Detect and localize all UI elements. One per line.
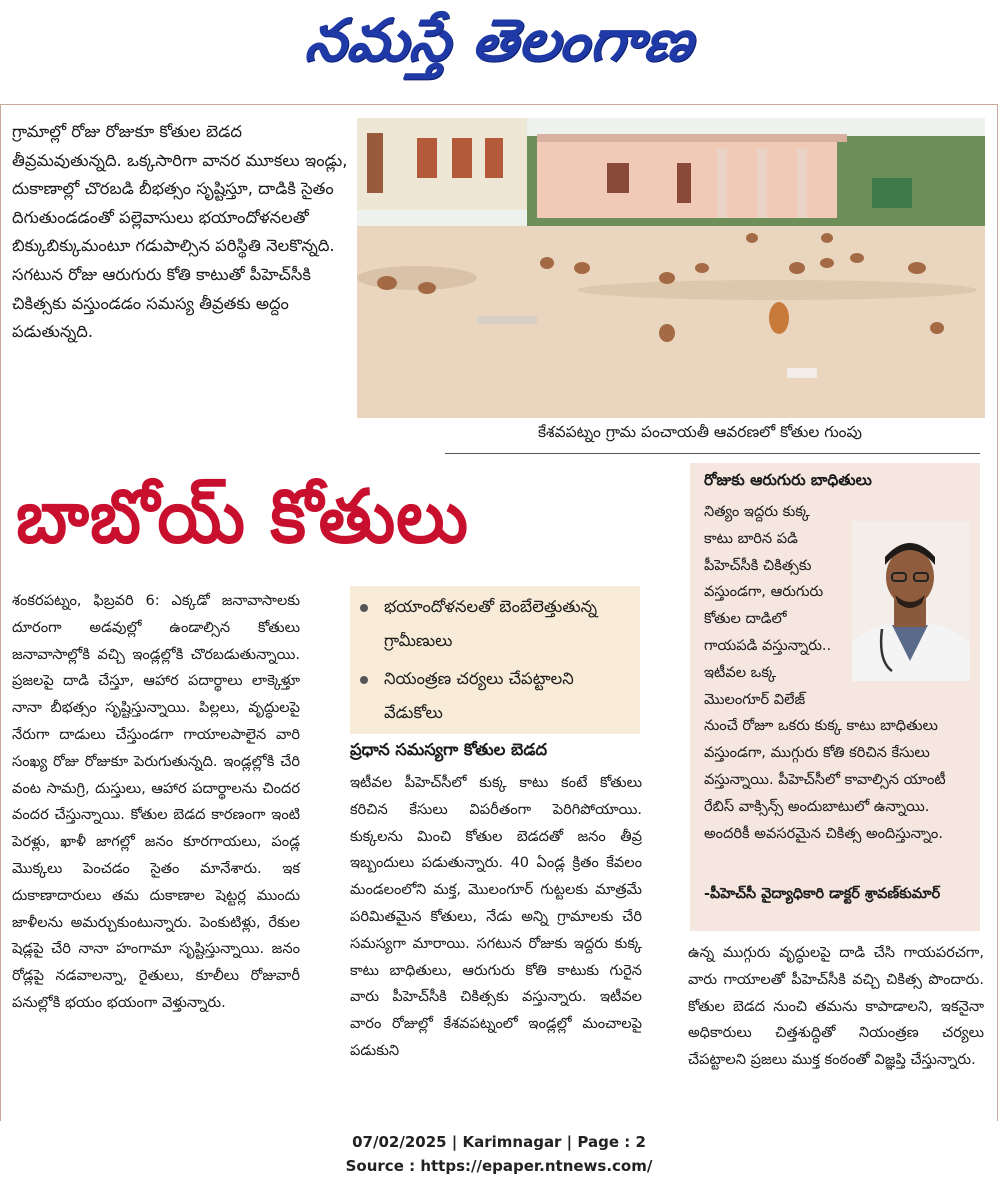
footer <box>0 1130 998 1178</box>
photo-caption: కేశవపట్నం గ్రామ పంచాయతీ ఆవరణలో కోతుల గుంపు <box>537 423 863 441</box>
headline: బాబోయ్ కోతులు <box>16 474 469 560</box>
highlights-box <box>350 586 640 734</box>
bullet-icon <box>360 676 368 684</box>
sidebar-attribution: -పీహెచ్‌సీ వైద్యాధికారి డాక్టర్ శ్రావణ్‌కుమార్ <box>704 886 941 902</box>
monkeys-photo-illustration <box>357 118 985 418</box>
newspaper-title: నమస్తే తెలంగాణ <box>302 6 698 74</box>
masthead <box>0 0 998 96</box>
monkeys-photo <box>357 118 985 418</box>
highlight-item <box>360 662 632 730</box>
highlight-text: నియంత్రణ చర్యలు చేపట్టాలని వేడుకోలు <box>384 669 574 722</box>
bullet-icon <box>360 604 368 612</box>
sidebar-body: నిత్యం ఇద్దరు కుక్క కాటు బారిన పడి పీహెచ్‌సీకి చికిత్సకు వస్తుండగా, ఆరుగురు కోతుల దాడిలో గాయపడి వస్తున్నారు.. ఇటీవల ఒక్క మొలంగూర్ విలేజ్ నుంచే రోజూ ఒకరు కుక్క కాటు బాధితులు వస్తుండగా, ముగ్గురు కోతి కరిచిన కేసులు వస్తున్నాయి. పీహెచ్‌సీలో కావాల్సిన యాంటీ రేబిస్ వాక్సిన్స్ అందుబాటులో ఉన్నాయి. అందరికీ అవసరమైన చికిత్స అందిస్తున్నాం. <box>704 499 968 847</box>
portrait-spacer <box>840 499 968 689</box>
sidebar-heading: రోజుకు ఆరుగురు బాధితులు <box>704 471 872 489</box>
highlight-text: భయాందోళనలతో బెంబేలెత్తుతున్న గ్రామీణులు <box>384 597 598 650</box>
highlight-item <box>360 590 632 658</box>
right-column-text: ఉన్న ముగ్గురు వృద్ధులపై దాడి చేసి గాయపరచగా, వారు గాయాలతో పీహెచ్‌సీకి వచ్చి చికిత్స పొందారు. కోతుల బెడద నుంచి తమను కాపాడాలని, ఇకనైనా అధికారులు చిత్తశుద్ధితో నియంత్రణ చర్యలు చేపట్టాలని ప్రజలు ముక్త కంఠంతో విజ్ఞప్తి చేస్తున్నారు. <box>688 944 984 1069</box>
subheading: ప్రధాన సమస్యగా కోతుల బెడద <box>350 740 548 759</box>
caption-divider <box>445 453 980 454</box>
left-column-text: శంకరపట్నం, ఫిబ్రవరి 6: ఎక్కడో జనావాసాలకు దూరంగా అడవుల్లో ఉండాల్సిన కోతులు జనావాసాల్లోకి వచ్చి ఇండ్లల్లోకి చొరబడుతున్నాయి. ప్రజలపై దాడి చేస్తూ, ఆహార పదార్థాలు లాక్కెళ్తూ నానా బీభత్సం సృష్టిస్తున్నాయి. పిల్లలు, వృద్ధులపై నేరుగా దాడులు చేస్తుండగా గాయాలపాలైన వారి సంఖ్య రోజు రోజుకూ పెరుగుతున్నది. ఇండ్లల్లోకి చేరి వంట సామగ్రి, దుస్తులు, ఆహార పదార్థాలను చిందర వందర చేస్తున్నాయి. కోతుల బెడద కారణంగా ఇంటి పెరళ్లు, ఖాళీ జాగల్లో జనం కూరగాయలు, పండ్ల మొక్కలు పెంచడం సైతం మానేశారు. ఇక దుకాణాదారులు తమ దుకాణాల షెట్టర్ల ముందు జాళీలను అమర్చుకుంటున్నారు. పెంకుటిళ్లు, రేకుల షెడ్లపై చేరి నానా హంగామా సృష్టిస్తున్నాయి. జనం రోడ్లపై నడవాలన్నా, రైతులు, కూలీలు రోజువారీ పనుల్లోకి భయం భయంగా వెళ్తున్నారు. <box>12 592 300 1011</box>
sidebar-box <box>690 463 980 931</box>
middle-column-text: ఇటీవల పీహెచ్‌సీలో కుక్క కాటు కంటే కోతులు కరిచిన కేసులు విపరీతంగా పెరిగిపోయాయి. కుక్కలను మించి కోతుల బెడదతో జనం తీవ్ర ఇబ్బందులు పడుతున్నారు. 40 ఏండ్ల క్రితం కేవలం మండలంలోని మక్త, మొలంగూర్ గుట్టలకు మాత్రమే పరిమితమైన కోతులు, నేడు అన్ని గ్రామాలకు చేరి సమస్యగా మారాయి. సగటున రోజుకు ఇద్దరు కుక్క కాటు బాధితులు, ఆరుగురు కోతి కాటుకు గురైన వారు పీహెచ్‌సీకి చికిత్సకు వస్తున్నారు. ఇటీవల వారం రోజుల్లో కేశవపట్నంలో ఇండ్లల్లో మంచాలపై పడుకుని <box>350 774 642 1059</box>
footer-dateline: 07/02/2025 | Karimnagar | Page : 2 <box>352 1133 646 1151</box>
footer-source: Source : https://epaper.ntnews.com/ <box>345 1157 653 1175</box>
intro-paragraph: గ్రామాల్లో రోజు రోజుకూ కోతుల బెడద తీవ్రమవుతున్నది. ఒక్కసారిగా వానర మూకలు ఇండ్లు, దుకాణాల్లో చొరబడి బీభత్సం సృష్టిస్తూ, దాడికి సైతం దిగుతుండడంతో పల్లెవాసులు భయాందోళనలతో బిక్కుబిక్కుమంటూ గడుపాల్సిన పరిస్థితి నెలకొన్నది. సగటున రోజు ఆరుగురు కోతి కాటుతో పీహెచ్‌సీకి చికిత్సకు వస్తుండడం సమస్య తీవ్రతకు అద్దం పడుతున్నది. <box>12 122 348 342</box>
